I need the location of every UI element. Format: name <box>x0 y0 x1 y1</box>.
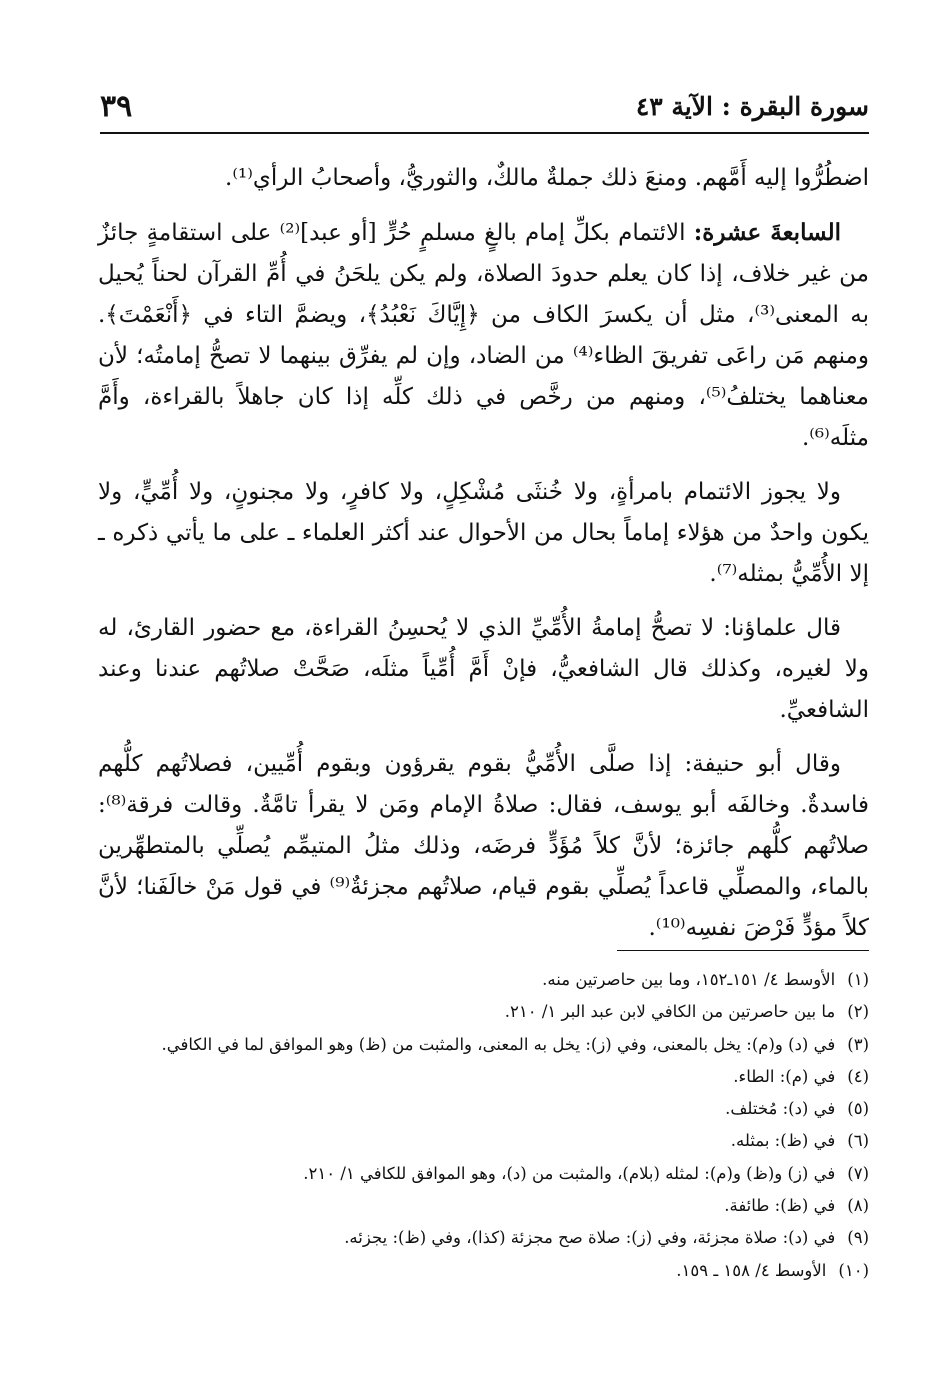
footnote <box>98 1125 869 1157</box>
page-header <box>100 86 869 126</box>
paragraph-2-lead: السابعةَ عشرة: <box>693 219 841 246</box>
paragraph-2 <box>98 212 869 459</box>
footnote-text: في (د) و(م): يخل بالمعنى، وفي (ز): يخل به المعنى، والمثبت من (ظ) وهو الموافق لما في الكافي. <box>161 1034 836 1054</box>
footnote <box>98 1061 869 1093</box>
footnote <box>98 1255 869 1287</box>
paragraph-1: اضطُرُّوا إليه أَمَّهم. ومنعَ ذلك جملةٌ مالكٌ، والثوريُّ، وأصحابُ الرأي⁽¹⁾. <box>225 165 869 191</box>
running-title: سورة البقرة : الآية ٤٣ <box>635 91 869 121</box>
footnote <box>98 996 869 1028</box>
footnote-number: (١) <box>847 970 869 989</box>
footnote-number: (٢) <box>847 1002 869 1022</box>
footnote-text: في (ظ): بمثله. <box>730 1131 836 1151</box>
page-number: ٣٩ <box>100 88 133 124</box>
footnotes <box>98 964 869 1287</box>
footnote-number: (٧) <box>847 1163 869 1183</box>
footnote <box>98 1093 869 1125</box>
footnote-text: ما بين حاصرتين من الكافي لابن عبد البر ١/ ٢١٠. <box>504 1002 836 1022</box>
footnote-text: الأوسط ٤/ ١٥١ـ١٥٢، وما بين حاصرتين منه. <box>542 970 836 989</box>
footnote <box>98 1222 869 1254</box>
paragraph-5: وقال أبو حنيفة: إذا صلَّى الأُمِّيُّ بقوم يقرؤون وبقوم أُمِّيين، فصلاتُهم كلُّهم فاسدةٌ. وخالفَه أبو يوسف، فقال: صلاةُ الإمام ومَن لا يقرأ تامَّةٌ. وقالت فرقة⁽⁸⁾: صلاتُهم كلُّهم جائزة؛ لأنَّ كلاً مُؤَدٍّ فرضَه، وذلك مثلُ المتيمِّم يُصلِّي بالمتطهِّرين بالماء، والمصلِّي قاعداً يُصلِّي بقوم قيام، صلاتُهم مجزئةٌ⁽⁹⁾ في قول مَنْ خالَفَنا؛ لأنَّ كلاً مؤدٍّ فَرْضَ نفسِه⁽¹⁰⁾. <box>98 751 870 941</box>
footnote-text: في (د): صلاة مجزئة، وفي (ز): صلاة صح مجزئة (كذا)، وفي (ظ): يجزئه. <box>344 1228 836 1248</box>
footnote <box>98 1158 869 1190</box>
footnote-number: (٦) <box>847 1131 869 1151</box>
paragraph-3: ولا يجوز الائتمام بامرأةٍ، ولا خُنثَى مُشْكِلٍ، ولا كافرٍ، ولا مجنونٍ، ولا أُمِّيٍّ، ولا يكون واحدٌ من هؤلاء إماماً بحال من الأحوال عند أكثر العلماء ـ على ما يأتي ذكره ـ إلا الأُمِّيُّ بمثله⁽⁷⁾. <box>98 479 869 587</box>
paragraph-2-text: الائتمام بكلِّ إمام بالغٍ مسلمٍ حُرٍّ [أو عبد]⁽²⁾ على استقامةٍ جائزٌ من غير خلاف، إذا كان يعلم حدودَ الصلاة، ولم يكن يلحَنُ في أُمِّ القرآن لحناً يُحيل به المعنى⁽³⁾، مثل أن يكسرَ الكاف من ﴿إِيَّاكَ نَعْبُدُ﴾، ويضمَّ التاء في ﴿أَنْعَمْتَ﴾. ومنهم مَن راعَى تفريقَ الظاء⁽⁴⁾ من الضاد، وإن لم يفرِّق بينهما لا تصحُّ إمامتُه؛ لأن معناهما يختلفُ⁽⁵⁾، ومنهم من رخَّص في ذلك كلِّه إذا كان جاهلاً بالقراءة، وأَمَّ مثلَه⁽⁶⁾. <box>98 220 869 451</box>
footnote-number: (٩) <box>847 1228 869 1248</box>
footnote-text: في (د): مُختلف. <box>725 1099 836 1119</box>
footnote-text: في (م): الطاء. <box>733 1066 836 1086</box>
footnote-number: (٥) <box>847 1099 869 1119</box>
main-text <box>98 158 869 962</box>
footnote-number: (١٠) <box>838 1260 869 1280</box>
footnote-text: الأوسط ٤/ ١٥٨ ـ ١٥٩. <box>676 1260 827 1280</box>
footnote-number: (٣) <box>847 1034 869 1054</box>
header-rule <box>100 132 869 134</box>
paragraph-4: قال علماؤنا: لا تصحُّ إمامةُ الأُمِّيِّ الذي لا يُحسِنُ القراءة، مع حضور القارئ، له ولا لغيره، وكذلك قال الشافعيُّ، فإنْ أَمَّ أُمِّياً مثلَه، صَحَّتْ صلاتُهم عندنا وعند الشافعيِّ. <box>98 615 869 723</box>
footnote-number: (٨) <box>847 1196 869 1216</box>
footnote-rule <box>617 950 869 951</box>
footnote <box>98 1029 869 1061</box>
footnote <box>98 1190 869 1222</box>
footnote-text: في (ز) و(ظ) و(م): لمثله (بلام)، والمثبت من (د)، وهو الموافق للكافي ١/ ٢١٠. <box>303 1163 836 1183</box>
footnote-number: (٤) <box>847 1066 869 1086</box>
footnote <box>98 964 869 996</box>
footnote-text: في (ظ): طائفة. <box>724 1196 836 1216</box>
